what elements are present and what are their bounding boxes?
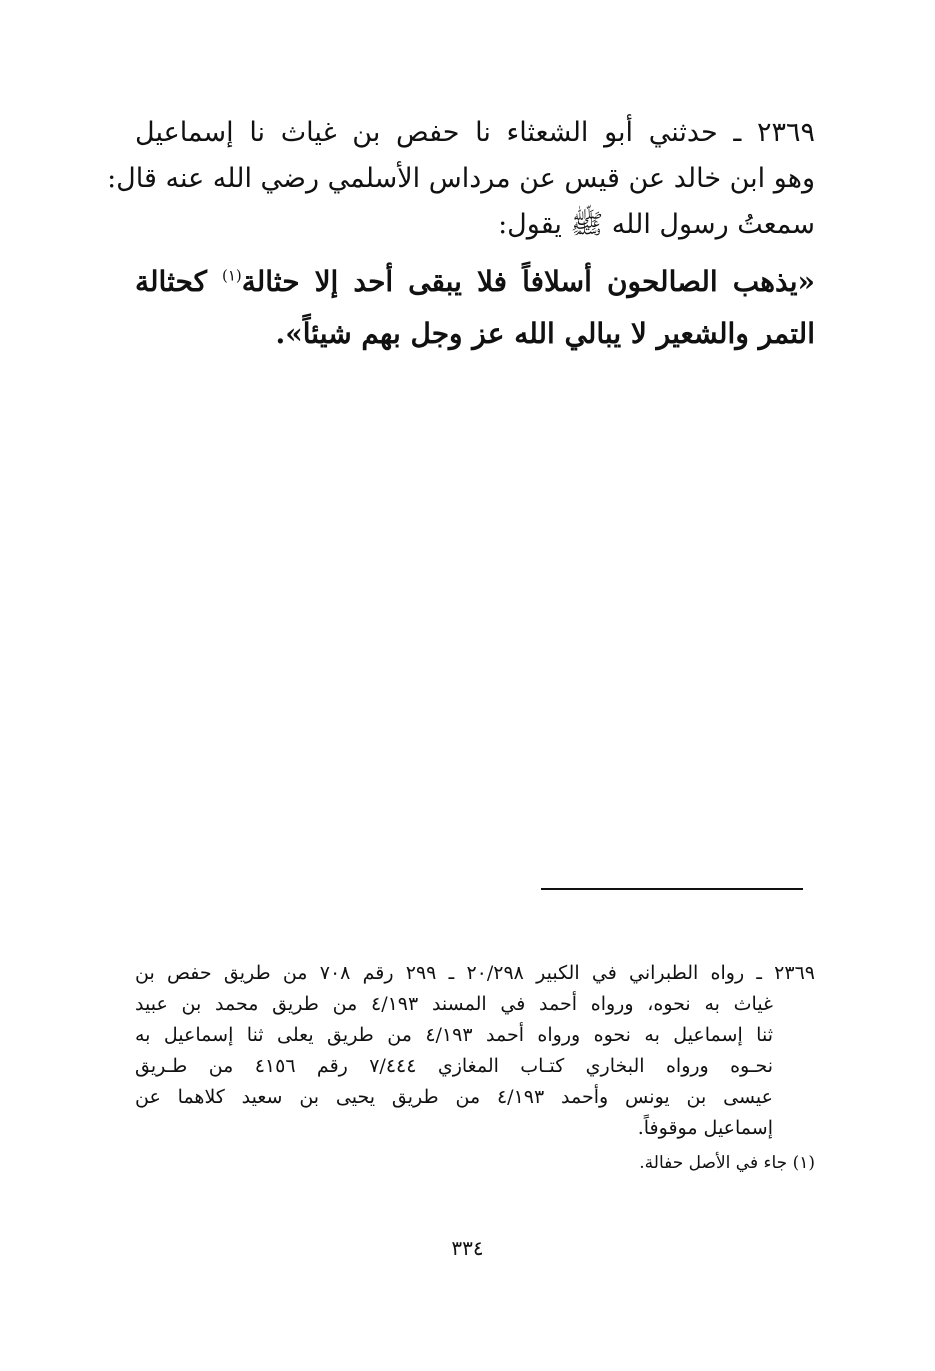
- footnote-note: (١) جاء في الأصل حفالة.: [639, 1153, 815, 1173]
- hadith-matn: [135, 256, 815, 360]
- matn-line-2: التمر والشعير لا يبالي الله عز وجل بهم شيئاً».: [275, 317, 815, 350]
- isnad-line-1: ٢٣٦٩ ـ حدثني أبو الشعثاء نا حفص بن غياث نا إسماعيل: [135, 117, 815, 148]
- footnote-divider: [541, 888, 803, 890]
- isnad-line-3: سمعتُ رسول الله ﷺ يقول:: [498, 209, 815, 240]
- footnote-line-2: غياث به نحوه، ورواه أحمد في المسند ٤/١٩٣ من طريق محمد بن عبيد: [135, 993, 773, 1015]
- footnote-line-1: ٢٣٦٩ ـ رواه الطبراني في الكبير ٢٠/٢٩٨ ـ ٢٩٩ رقم ٧٠٨ من طريق حفص بن: [135, 962, 815, 984]
- hadith-isnad: [107, 110, 815, 248]
- footnote-line-6: إسماعيل موقوفاً.: [637, 1117, 773, 1139]
- matn-line-1-end: كحثالة: [135, 265, 222, 298]
- footnote-reference: (١): [221, 266, 242, 285]
- isnad-line-2: وهو ابن خالد عن قيس عن مرداس الأسلمي رضي الله عنه قال:: [107, 163, 815, 194]
- matn-line-1-text: «يذهب الصالحون أسلافاً فلا يبقى أحد إلا حثالة: [241, 265, 815, 298]
- matn-line-1: [135, 256, 815, 308]
- footnote-line-5: عيسى بن يونس وأحمد ٤/١٩٣ من طريق يحيى بن سعيد كلاهما عن: [135, 1086, 773, 1108]
- footnote-block: [135, 958, 815, 1179]
- page-number: ٣٣٤: [451, 1236, 484, 1260]
- footnote-line-4: نحـوه ورواه البخاري كتـاب المغازي ٧/٤٤٤ رقم ٤١٥٦ من طـريق: [135, 1055, 773, 1077]
- footnote-line-3: ثنا إسماعيل به نحوه ورواه أحمد ٤/١٩٣ من طريق يعلى ثنا إسماعيل به: [135, 1024, 773, 1046]
